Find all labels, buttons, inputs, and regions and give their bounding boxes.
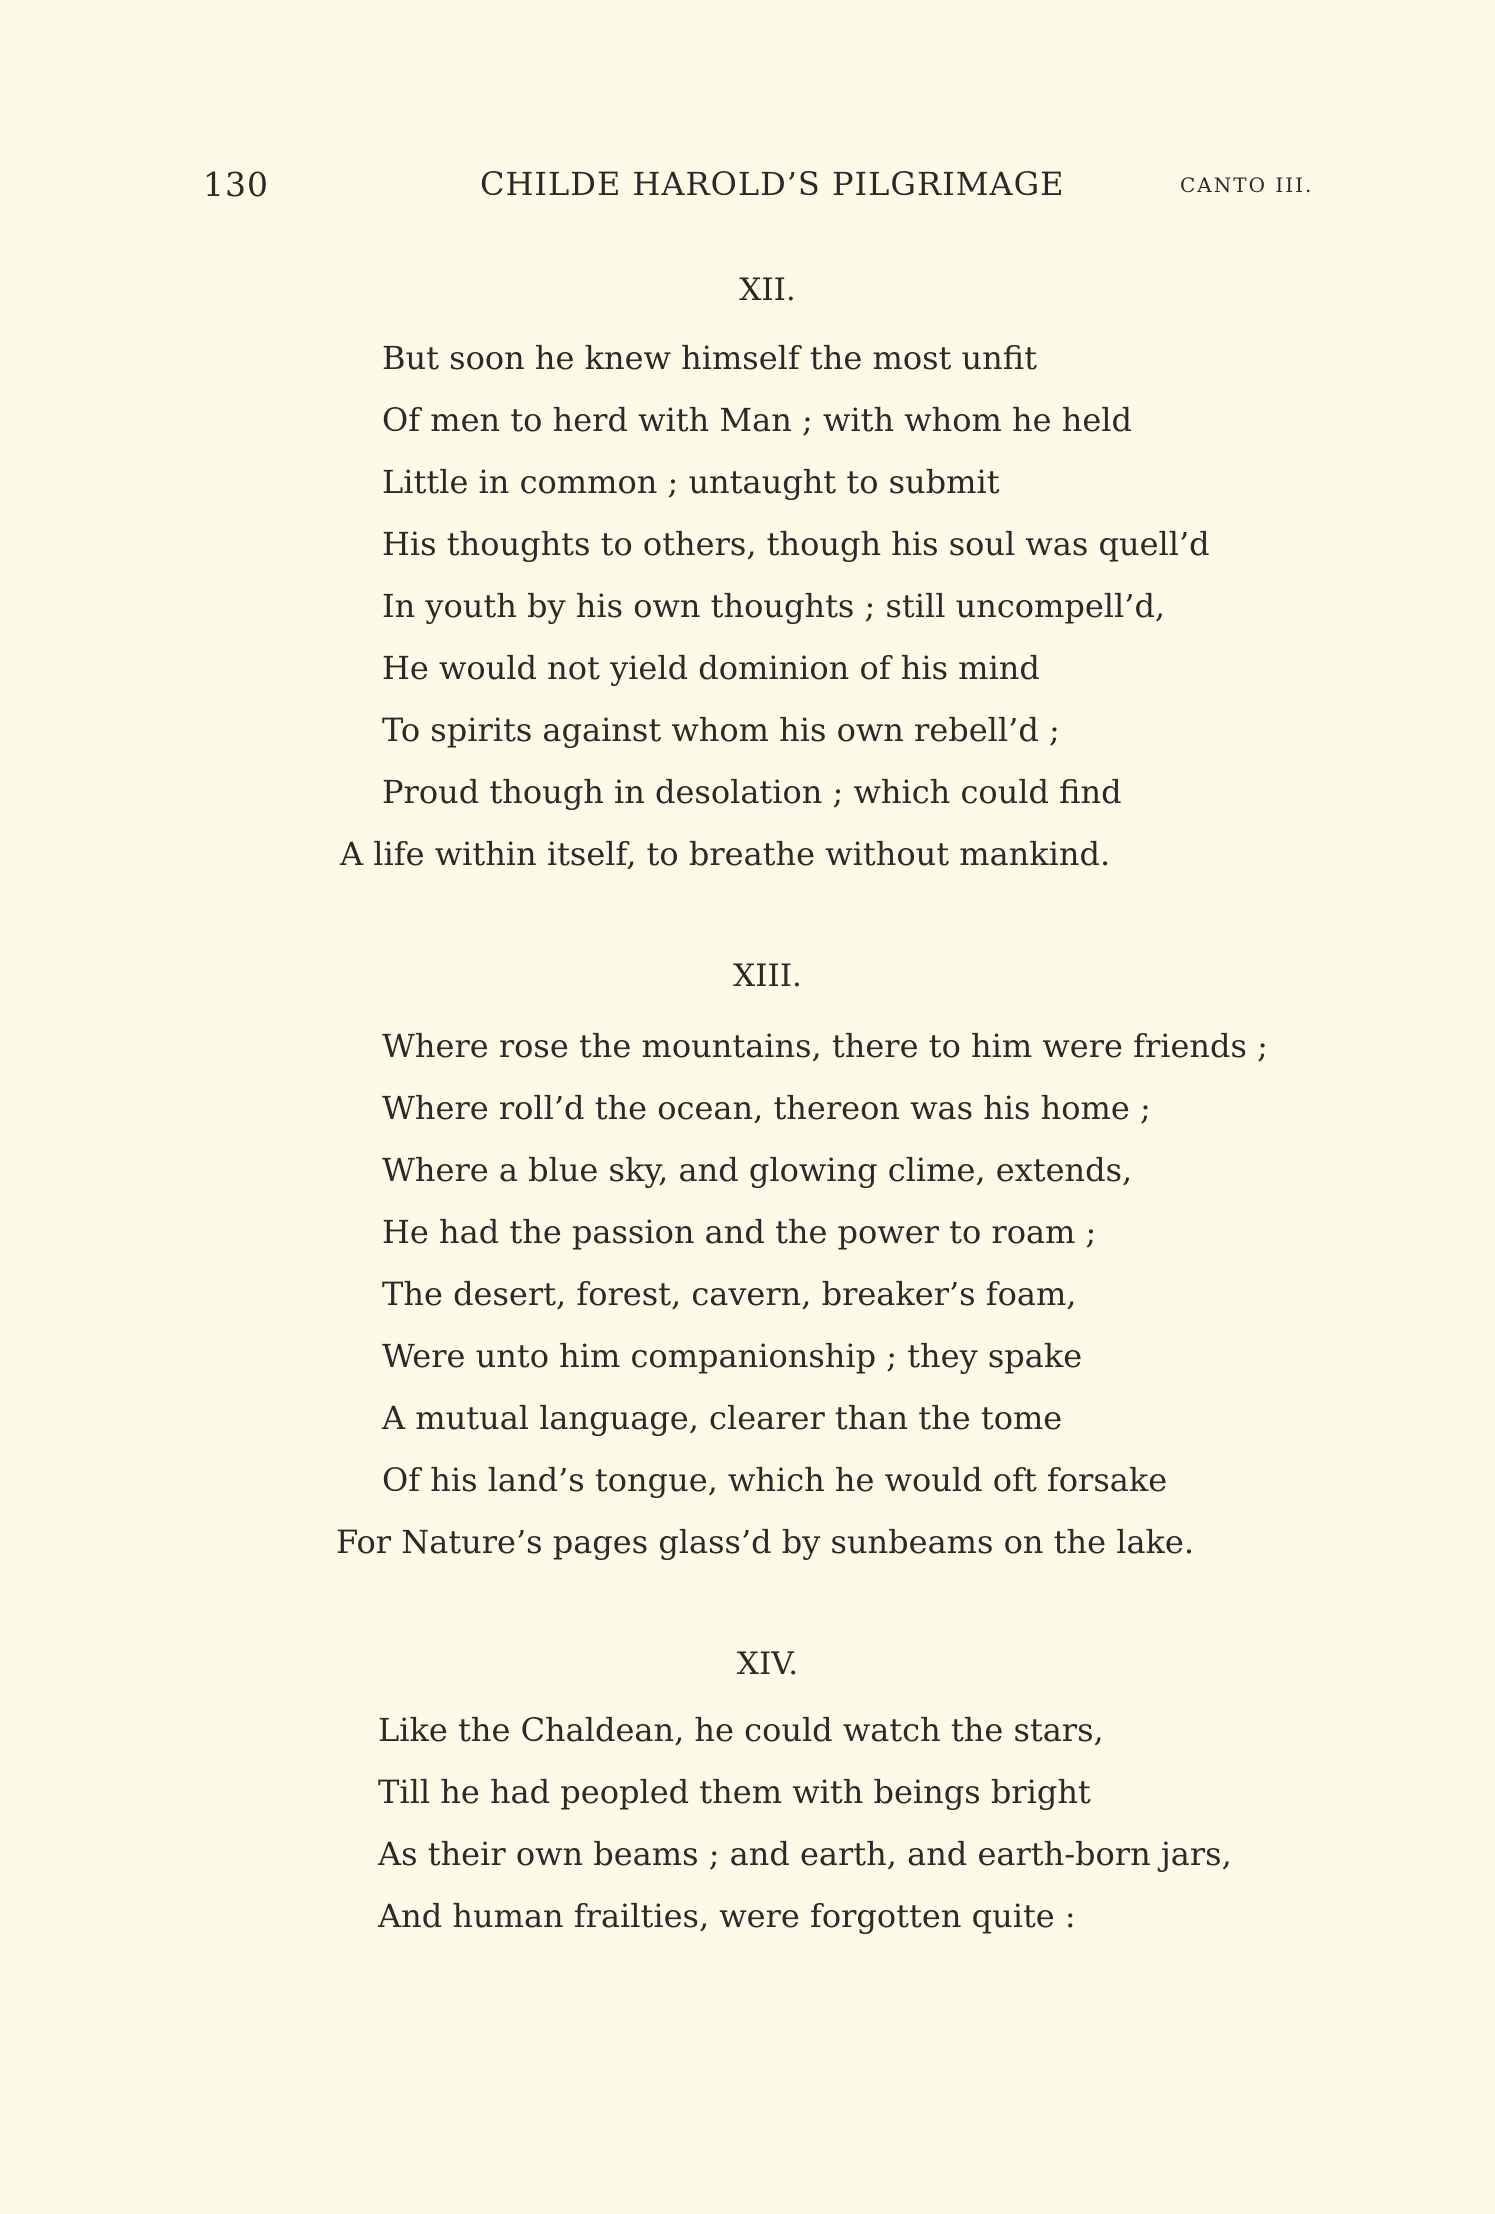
verse-line: He had the passion and the power to roam ; [382,1213,1097,1251]
verse-line: Where roll’d the ocean, thereon was his home ; [382,1089,1151,1127]
verse-line: Were unto him companionship ; they spake [382,1337,1083,1375]
verse-line: Till he had peopled them with beings bright [378,1773,1091,1811]
verse-line: For Nature’s pages glass’d by sunbeams on the lake. [336,1523,1195,1561]
verse-line: Like the Chaldean, he could watch the stars, [378,1711,1104,1749]
stanza-number: XII. [739,272,796,308]
running-title: CHILDE HAROLD’S PILGRIMAGE [480,165,1065,203]
verse-line: Proud though in desolation ; which could find [382,773,1122,811]
verse-line: Where a blue sky, and glowing clime, extends, [382,1151,1133,1189]
verse-line: But soon he knew himself the most unfit [382,339,1037,377]
page-number: 130 [203,165,269,204]
verse-line: Of men to herd with Man ; with whom he held [382,401,1132,439]
verse-line: Where rose the mountains, there to him were friends ; [382,1027,1268,1065]
verse-line: Little in common ; untaught to submit [382,463,1000,501]
canto-label: CANTO III. [1180,173,1314,197]
stanza-number: XIV. [736,1646,799,1682]
verse-line: In youth by his own thoughts ; still uncompell’d, [382,587,1166,625]
verse-line: His thoughts to others, though his soul was quell’d [382,525,1210,563]
verse-line: To spirits against whom his own rebell’d ; [382,711,1060,749]
verse-line: He would not yield dominion of his mind [382,649,1040,687]
verse-line: The desert, forest, cavern, breaker’s foam, [382,1275,1077,1313]
page-header [0,165,1495,215]
verse-line: As their own beams ; and earth, and earth-born jars, [378,1835,1232,1873]
stanza-number: XIII. [733,958,802,994]
verse-line: A life within itself, to breathe without mankind. [340,835,1111,873]
verse-line: And human frailties, were forgotten quite : [378,1897,1076,1935]
verse-line: Of his land’s tongue, which he would oft forsake [382,1461,1168,1499]
verse-line: A mutual language, clearer than the tome [382,1399,1063,1437]
